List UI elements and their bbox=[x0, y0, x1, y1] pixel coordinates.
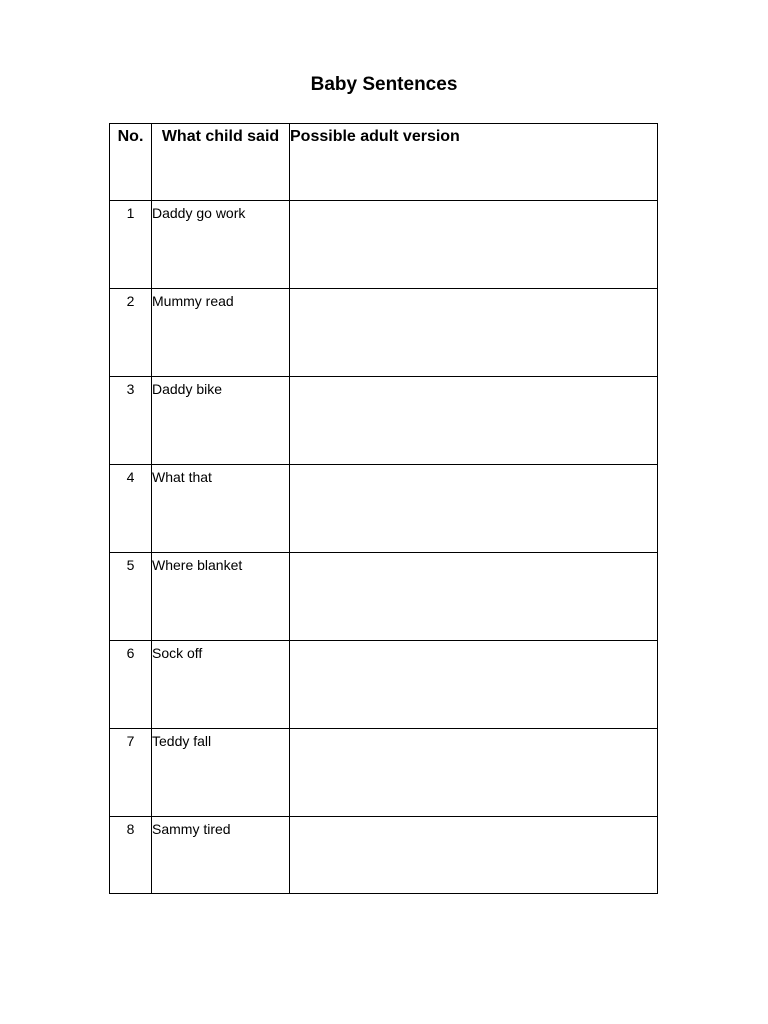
adult-version-cell[interactable] bbox=[290, 289, 658, 377]
child-sentence: Mummy read bbox=[152, 289, 290, 377]
row-number: 5 bbox=[110, 553, 152, 641]
adult-version-cell[interactable] bbox=[290, 641, 658, 729]
worksheet-table bbox=[109, 123, 658, 894]
page-title: Baby Sentences bbox=[310, 74, 458, 95]
child-sentence: Daddy bike bbox=[152, 377, 290, 465]
table-row bbox=[110, 641, 658, 729]
adult-version-cell[interactable] bbox=[290, 201, 658, 289]
table-row bbox=[110, 377, 658, 465]
child-sentence: Daddy go work bbox=[152, 201, 290, 289]
adult-version-cell[interactable] bbox=[290, 377, 658, 465]
child-sentence: Sammy tired bbox=[152, 817, 290, 894]
adult-version-cell[interactable] bbox=[290, 817, 658, 894]
table-row bbox=[110, 817, 658, 894]
row-number: 4 bbox=[110, 465, 152, 553]
table-header-row bbox=[110, 124, 658, 201]
child-sentence: Where blanket bbox=[152, 553, 290, 641]
table-row bbox=[110, 729, 658, 817]
row-number: 2 bbox=[110, 289, 152, 377]
adult-version-cell[interactable] bbox=[290, 729, 658, 817]
row-number: 6 bbox=[110, 641, 152, 729]
table-row bbox=[110, 465, 658, 553]
adult-version-cell[interactable] bbox=[290, 553, 658, 641]
row-number: 1 bbox=[110, 201, 152, 289]
header-possible-adult-version: Possible adult version bbox=[290, 124, 658, 201]
row-number: 7 bbox=[110, 729, 152, 817]
header-no: No. bbox=[110, 124, 152, 201]
adult-version-cell[interactable] bbox=[290, 465, 658, 553]
child-sentence: Sock off bbox=[152, 641, 290, 729]
table-row bbox=[110, 201, 658, 289]
row-number: 8 bbox=[110, 817, 152, 894]
table-row bbox=[110, 553, 658, 641]
child-sentence: What that bbox=[152, 465, 290, 553]
row-number: 3 bbox=[110, 377, 152, 465]
header-what-child-said: What child said bbox=[152, 124, 290, 201]
table-row bbox=[110, 289, 658, 377]
child-sentence: Teddy fall bbox=[152, 729, 290, 817]
